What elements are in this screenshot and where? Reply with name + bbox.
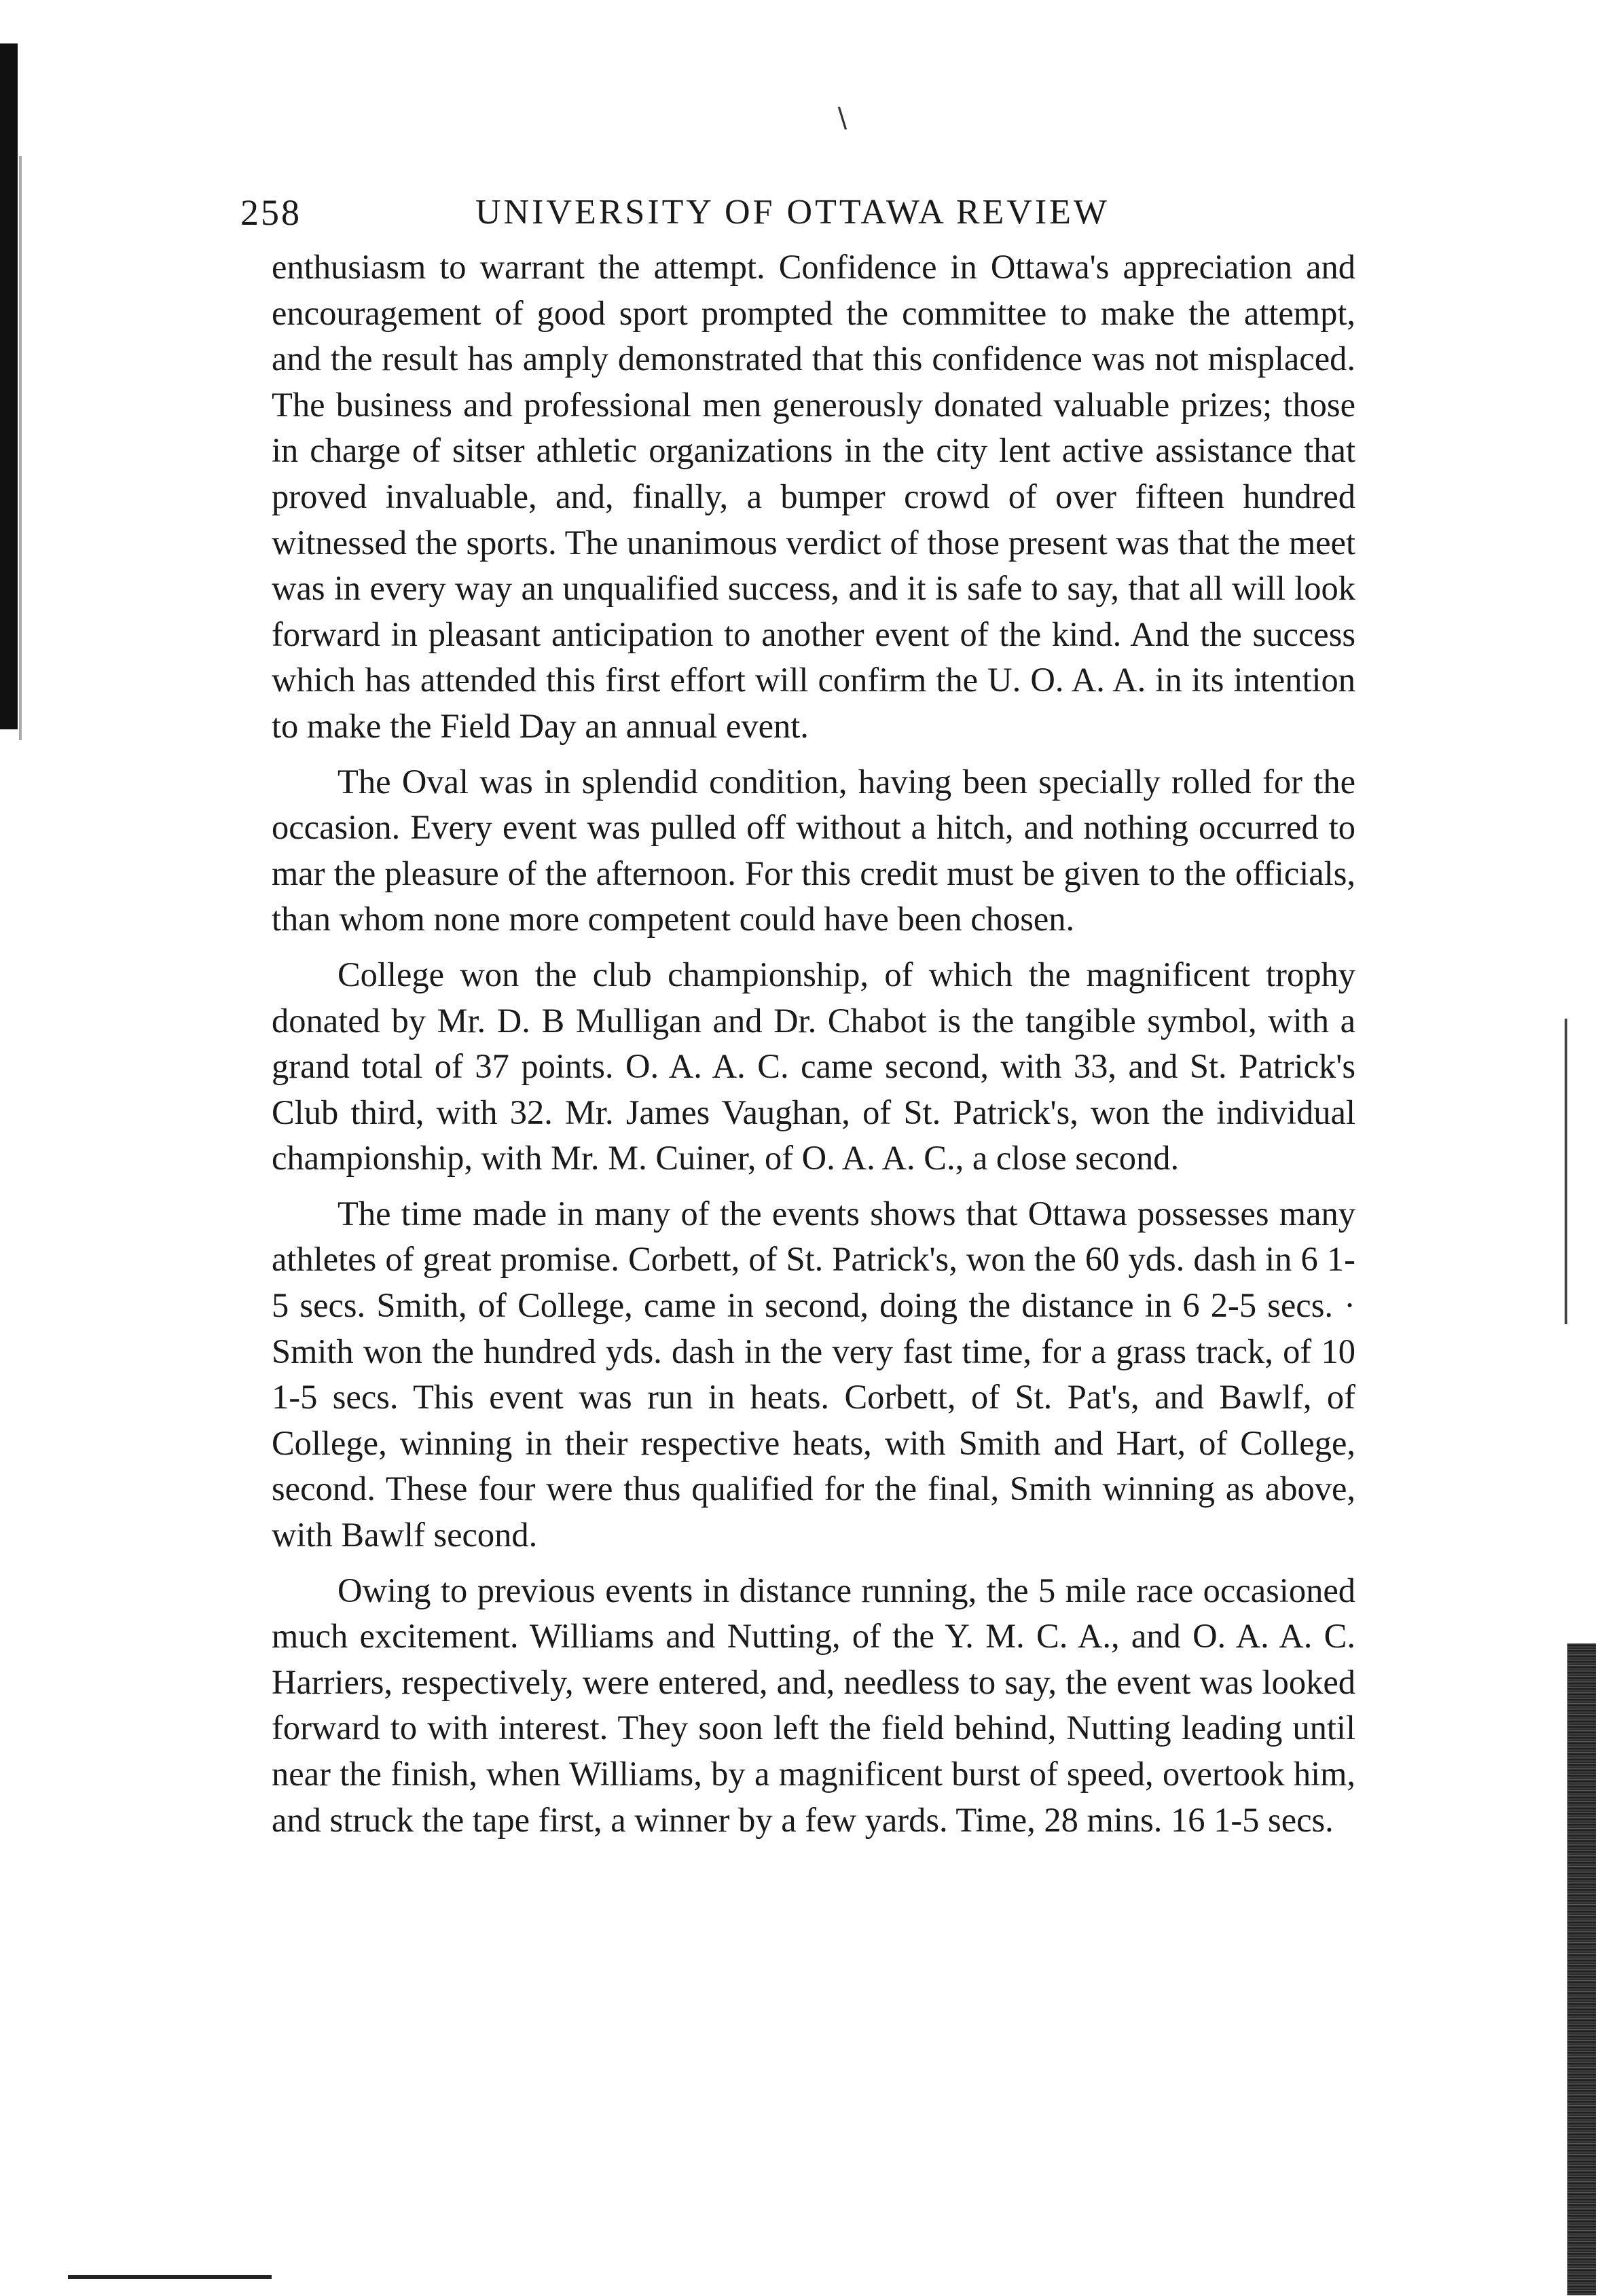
paragraph: College won the club championship, of which the magnificent trophy donated by Mr. D. B Mulligan and Dr. Chabot is the tangible symbol, with a grand total of 37 points. O. A. A. C. came second, with 33, and St. Patrick's Club third, with 32. Mr. James Vaughan, of St. Patrick's, won the individual championship, with Mr. M. Cuiner, of O. A. A. C., a close second. [272,955,1355,1178]
scan-edge-line-bottom [68,2275,272,2279]
article-body [272,244,1355,1843]
paragraph: enthusiasm to warrant the attempt. Confidence in Ottawa's appreciation and encouragement of good sport prompted the committee to make the attempt, and the result has amply demonstrated that this confidence was not misplaced. The business and professional men generously donated valuable prizes; those in charge of sitser athletic organizations in the city lent active assistance that proved invaluable, and, finally, a bumper crowd of over fifteen hundred witnessed the sports. The unanimous verdict of those present was that the meet was in every way an unqualified success, and it is safe to say, that all will look forward in pleasant anticipation to another event of the kind. And the success which has attended this first effort will confirm the U. O. A. A. in its intention to make the Field Day an annual event. [272,248,1355,745]
paragraph: The Oval was in splendid condition, having been specially rolled for the occasion. Every event was pulled off without a hitch, and nothing occurred to mar the pleasure of the afternoon. For this credit must be given to the officials, than whom none more competent could have been chosen. [272,762,1355,939]
scan-edge-shadow-left [0,43,18,729]
scan-edge-shadow-right [1567,1643,1596,2295]
page-header [240,182,1347,243]
scan-speck: ∖ [833,103,850,134]
paragraph: Owing to previous events in distance running, the 5 mile race occasioned much excitement. Williams and Nutting, of the Y. M. C. A., and O. A. A. C. Harriers, respectively, were entered, and, needless to say, the event was looked forward to with interest. They soon left the field behind, Nutting leading until near the finish, when Williams, by a magnificent burst of speed, overtook him, and struck the tape first, a winner by a few yards. Time, 28 mins. 16 1-5 secs. [272,1571,1355,1839]
page-number: 258 [240,192,302,233]
scan-edge-line-left [19,156,22,740]
scan-edge-line-right [1565,1019,1567,1324]
paragraph: The time made in many of the events shows that Ottawa possesses many athletes of great promise. Corbett, of St. Patrick's, won the 60 yds. dash in 6 1-5 secs. Smith, of College, came in second, doing the distance in 6 2-5 secs. · Smith won the hundred yds. dash in the very fast time, for a grass track, of 10 1-5 secs. This event was run in heats. Corbett, of St. Pat's, and Bawlf, of College, winning in their respective heats, with Smith and Hart, of College, second. These four were thus qualified for the final, Smith winning as above, with Bawlf second. [272,1194,1355,1554]
running-head: UNIVERSITY OF OTTAWA REVIEW [475,193,1110,232]
